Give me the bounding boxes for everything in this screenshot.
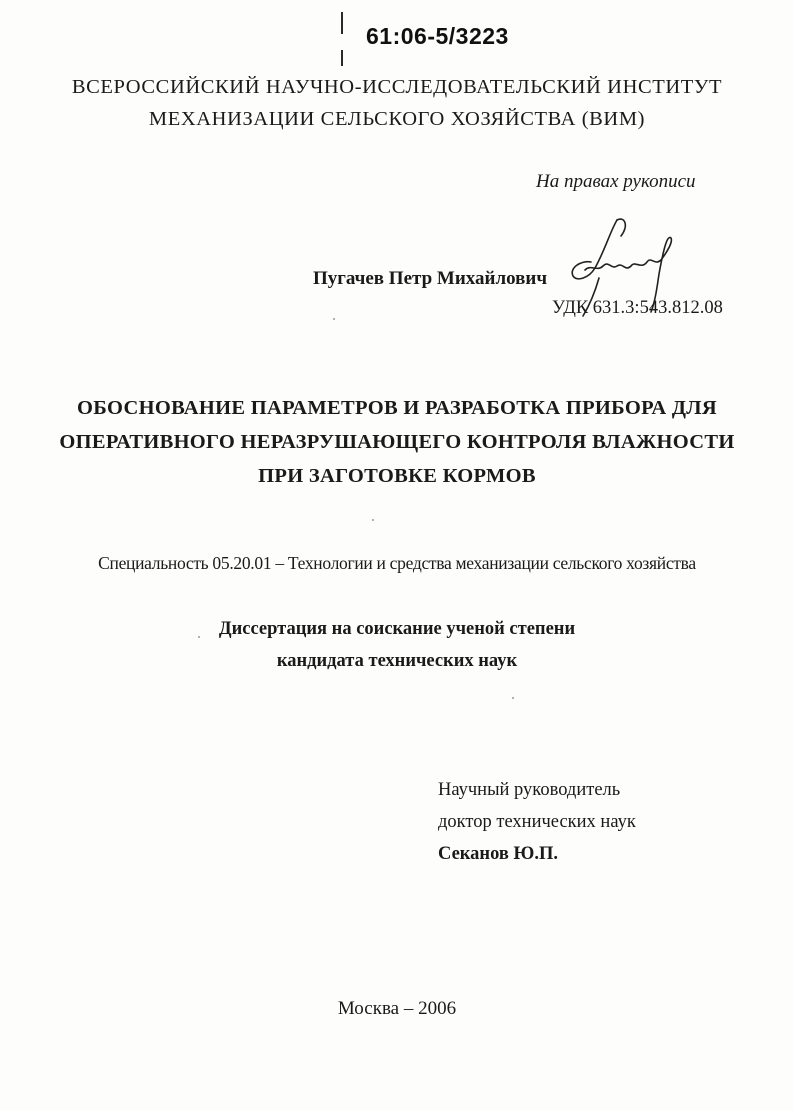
title-line-3: ПРИ ЗАГОТОВКЕ КОРМОВ xyxy=(258,465,536,487)
place-year: Москва – 2006 xyxy=(337,998,457,1019)
institute-name xyxy=(0,71,794,135)
supervisor-name: Секанов Ю.П. xyxy=(438,844,558,864)
institute-line-2: МЕХАНИЗАЦИИ СЕЛЬСКОГО ХОЗЯЙСТВА (ВИМ) xyxy=(148,108,646,130)
supervisor-block xyxy=(438,774,636,870)
archive-code: 61:06-5/3223 xyxy=(366,23,509,49)
title-line-1: ОБОСНОВАНИЕ ПАРАМЕТРОВ И РАЗРАБОТКА ПРИБОРА ДЛЯ xyxy=(77,397,717,419)
speciality: Специальность 05.20.01 – Технологии и средства механизации сельского хозяйства xyxy=(98,553,696,573)
title-line-2: ОПЕРАТИВНОГО НЕРАЗРУШАЮЩЕГО КОНТРОЛЯ ВЛАЖНОСТИ xyxy=(59,431,735,453)
supervisor-degree: доктор технических наук xyxy=(438,812,636,832)
scan-speck xyxy=(198,636,200,638)
scan-speck xyxy=(512,697,514,699)
author-name: Пугачев Петр Михайлович xyxy=(313,268,548,289)
institute-line-1: ВСЕРОССИЙСКИЙ НАУЧНО-ИССЛЕДОВАТЕЛЬСКИЙ ИНСТИТУТ xyxy=(71,76,723,98)
stamp-rule-top xyxy=(341,12,343,34)
degree-line-2: кандидата технических наук xyxy=(276,651,518,671)
degree-line-1: Диссертация на соискание ученой степени xyxy=(218,619,576,639)
scan-speck xyxy=(333,318,335,320)
dissertation-title xyxy=(0,391,794,493)
udk-code: УДК 631.3:543.812.08 xyxy=(552,298,723,318)
degree-statement xyxy=(0,613,794,677)
supervisor-role: Научный руководитель xyxy=(438,780,621,800)
rights-note: На правах рукописи xyxy=(536,171,696,192)
stamp-rule-bottom xyxy=(341,50,343,66)
scan-speck xyxy=(372,519,374,521)
